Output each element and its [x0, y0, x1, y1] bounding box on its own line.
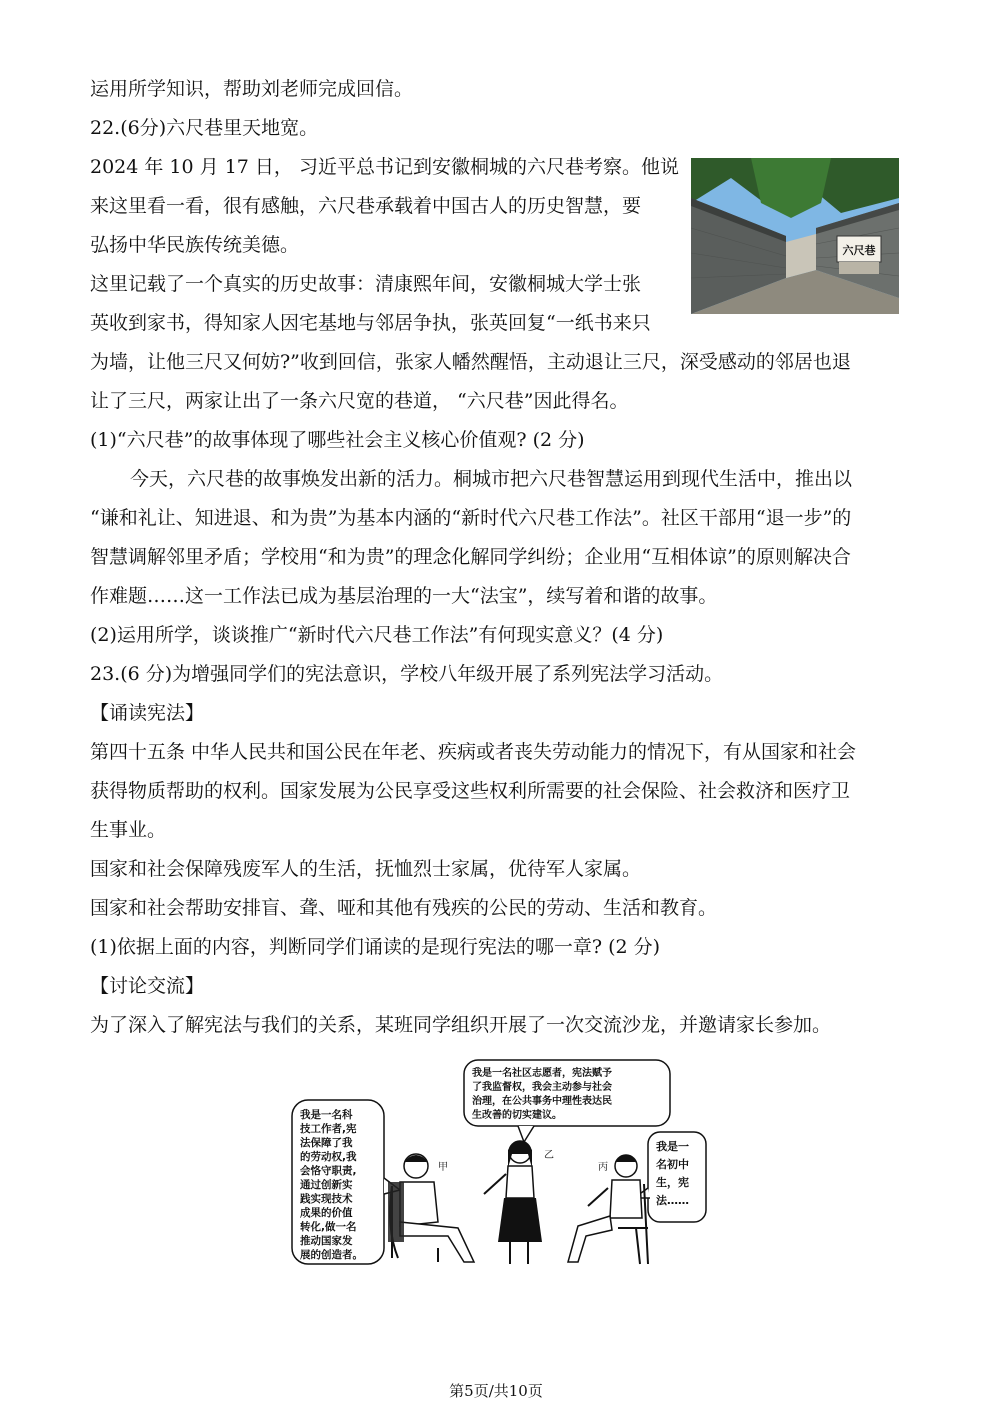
- q22-story-line: 让了三尺，两家让出了一条六尺宽的巷道， “六尺巷”因此得名。: [90, 390, 629, 412]
- q22-story-line: 为墙，让他三尺又何妨?”收到回信，张家人幡然醒悟，主动退让三尺，深受感动的邻居也退: [90, 351, 851, 373]
- bubble-line: 展的创造者。: [300, 1249, 363, 1261]
- bubble-line: 转化,做一名: [300, 1221, 357, 1233]
- q22-story-line: 英收到家书，得知家人因宅基地与邻居争执，张英回复“一纸书来只: [90, 312, 651, 334]
- bubble-line: 会恪守职责,: [300, 1165, 357, 1177]
- label-jia: 甲: [438, 1162, 448, 1173]
- bubble-line: 生改善的切实建议。: [472, 1110, 562, 1121]
- q22-material2-line: “谦和礼让、知进退、和为贵”为基本内涵的“新时代六尺巷工作法”。社区干部用“退一步”的: [90, 507, 852, 529]
- section-recite-heading: 【诵读宪法】: [90, 702, 205, 724]
- person-jia: [388, 1154, 474, 1262]
- bubble-line: 名初中: [656, 1158, 689, 1171]
- bubble-line: 我是一名科: [300, 1109, 353, 1121]
- question-22-title: 22.(6分)六尺巷里天地宽。: [90, 117, 319, 139]
- article-45-line: 国家和社会保障残废军人的生活，抚恤烈士家属，优待军人家属。: [90, 858, 642, 880]
- bubble-line: 通过创新实: [300, 1179, 353, 1191]
- article-45-line: 第四十五条 中华人民共和国公民在年老、疾病或者丧失劳动能力的情况下，有从国家和社会: [90, 741, 857, 763]
- question-23-title: 23.(6 分)为增强同学们的宪法意识，学校八年级开展了系列宪法学习活动。: [90, 663, 724, 685]
- q22-sub2: (2)运用所学，谈谈推广“新时代六尺巷工作法”有何现实意义？(4 分): [90, 624, 664, 646]
- section-discussion-heading: 【讨论交流】: [90, 975, 205, 997]
- q22-material2-line: 作难题……这一工作法已成为基层治理的一大“法宝”，续写着和谐的故事。: [90, 585, 718, 607]
- article-45-line: 国家和社会帮助安排盲、聋、哑和其他有残疾的公民的劳动、生活和教育。: [90, 897, 718, 919]
- bubble-line: 了我监督权，我会主动参与社会: [472, 1082, 612, 1093]
- person-bing: [568, 1155, 648, 1264]
- bubble-line: 我是一名社区志愿者，宪法赋予: [472, 1068, 612, 1079]
- discussion-intro: 为了深入了解宪法与我们的关系，某班同学组织开展了一次交流沙龙，并邀请家长参加。: [90, 1014, 832, 1036]
- q22-para-line: 弘扬中华民族传统美德。: [90, 234, 300, 256]
- label-bing: 丙: [598, 1162, 608, 1173]
- label-yi: 乙: [544, 1150, 554, 1161]
- bubble-line: 法……: [656, 1194, 689, 1207]
- q22-material2-line: 今天，六尺巷的故事焕发出新的活力。桐城市把六尺巷智慧运用到现代生活中，推出以: [130, 468, 853, 490]
- q22-para-line: 来这里看一看，很有感触，六尺巷承载着中国古人的历史智慧，要: [90, 195, 642, 217]
- page-footer: 第5页/共10页: [449, 1382, 543, 1400]
- bubble-line: 践实现技术: [300, 1193, 353, 1205]
- article-45-line: 生事业。: [90, 819, 167, 841]
- bubble-line: 治理，在公共事务中理性表达民: [472, 1096, 612, 1107]
- bubble-line: 我是一: [656, 1140, 689, 1153]
- q22-para-line: 2024 年 10 月 17 日， 习近平总书记到安徽桐城的六尺巷考察。他说: [90, 156, 679, 178]
- q22-material2-line: 智慧调解邻里矛盾；学校用“和为贵”的理念化解同学纠纷；企业用“互相体谅”的原则解决合: [90, 546, 851, 568]
- discussion-cartoon: [288, 1058, 708, 1270]
- bubble-line: 生，宪: [656, 1176, 689, 1189]
- bubble-line: 法保障了我: [300, 1137, 353, 1149]
- q22-story-line: 这里记载了一个真实的历史故事：清康熙年间，安徽桐城大学士张: [90, 273, 642, 295]
- bubble-line: 推动国家发: [300, 1235, 353, 1247]
- bubble-line: 成果的价值: [300, 1207, 353, 1219]
- q22-sub1: (1)“六尺巷”的故事体现了哪些社会主义核心价值观? (2 分): [90, 429, 585, 451]
- bubble-line: 技工作者,宪: [300, 1123, 357, 1135]
- person-yi: [484, 1141, 554, 1264]
- line-intro: 运用所学知识，帮助刘老师完成回信。: [90, 78, 414, 100]
- q23-sub1: (1)依据上面的内容，判断同学们诵读的是现行宪法的哪一章? (2 分): [90, 936, 661, 958]
- liuchi-lane-photo: [691, 158, 899, 314]
- speech-bubble-jia: [292, 1100, 400, 1264]
- speech-bubble-yi: [464, 1060, 670, 1142]
- article-45-line: 获得物质帮助的权利。国家发展为公民享受这些权利所需要的社会保险、社会救济和医疗卫: [90, 780, 851, 802]
- photo-sign-text: 六尺巷: [842, 244, 876, 257]
- bubble-line: 的劳动权,我: [300, 1151, 357, 1163]
